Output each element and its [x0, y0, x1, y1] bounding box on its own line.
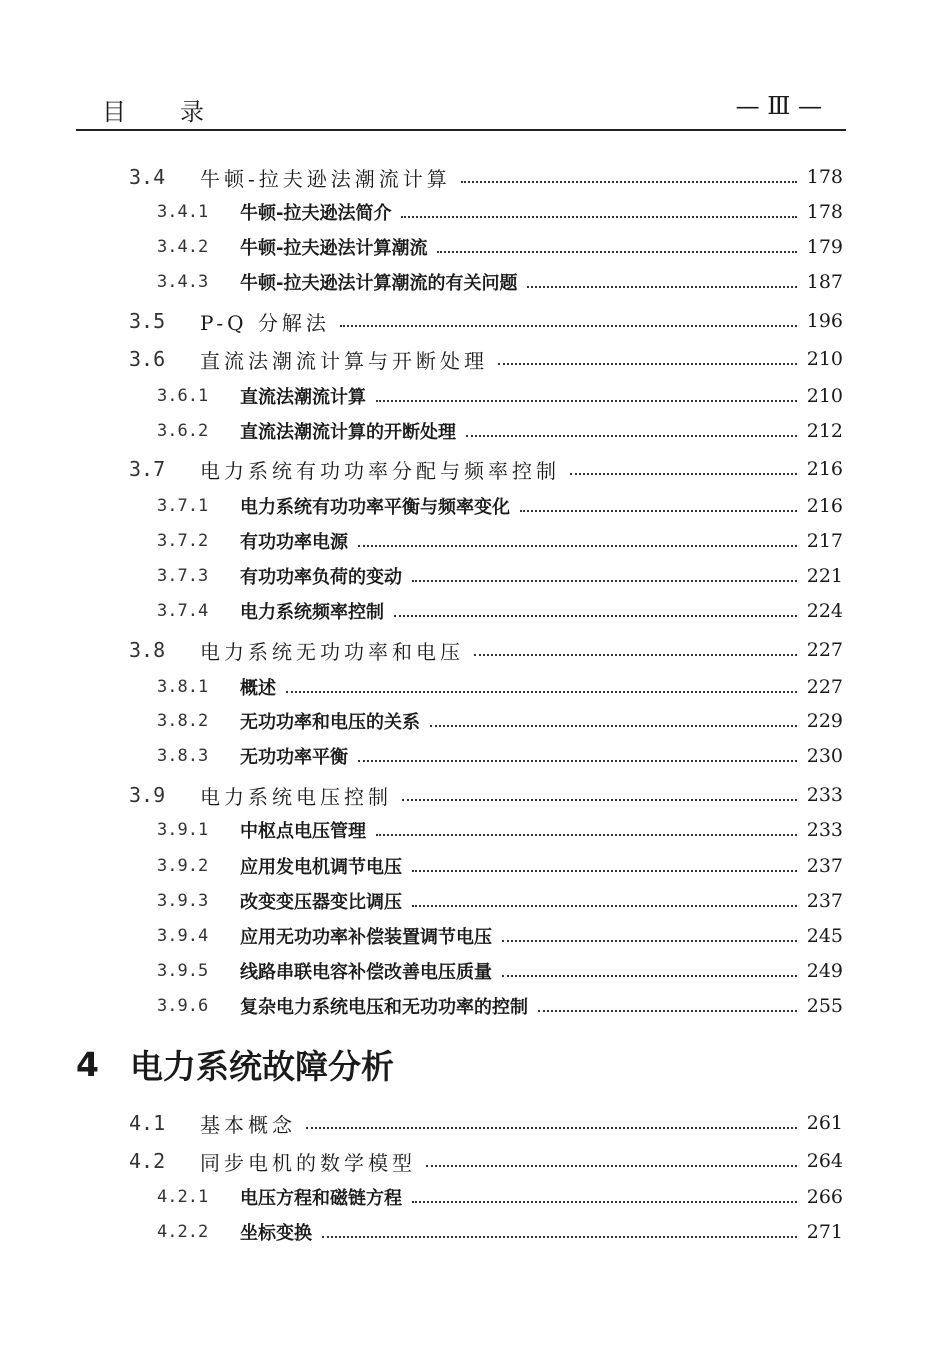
toc-entry-page: 237	[806, 855, 843, 877]
toc-entry-page: 264	[806, 1150, 843, 1172]
chapter-number: 4	[76, 1044, 99, 1084]
toc-entry[interactable]	[0, 849, 843, 883]
toc-dot-leader	[376, 832, 797, 836]
toc-entry-page: 230	[806, 745, 843, 767]
toc-dot-leader	[461, 179, 797, 183]
toc-entry-number: 3.7.1	[157, 496, 209, 516]
toc-entry-title: 牛顿-拉夫逊法潮流计算	[200, 166, 451, 191]
toc-entry-page: 179	[806, 236, 843, 258]
toc-entry-page: 216	[806, 458, 843, 480]
toc-dot-leader	[437, 249, 797, 253]
toc-entry[interactable]	[0, 884, 843, 918]
toc-entry-title: 牛顿-拉夫逊法计算潮流	[240, 238, 428, 259]
toc-entry[interactable]	[0, 813, 843, 847]
toc-entry-title: 线路串联电容补偿改善电压质量	[240, 962, 492, 983]
toc-dot-leader	[394, 613, 797, 617]
toc-entry[interactable]	[0, 1144, 843, 1178]
toc-entry-number: 3.8.2	[157, 711, 209, 731]
toc-entry-page: 271	[806, 1221, 843, 1243]
toc-entry-page: 224	[806, 600, 843, 622]
toc-dot-leader	[466, 433, 797, 437]
toc-entry[interactable]	[0, 778, 843, 812]
toc-dot-leader	[412, 578, 797, 582]
header-title: 目录	[102, 98, 258, 126]
toc-dot-leader	[412, 903, 797, 907]
toc-entry-page: 233	[806, 784, 843, 806]
toc-entry-title: 坐标变换	[240, 1223, 312, 1244]
toc-dot-leader	[402, 797, 797, 801]
toc-entry[interactable]	[0, 414, 843, 448]
toc-entry[interactable]	[0, 954, 843, 988]
toc-entry[interactable]	[0, 230, 843, 264]
toc-dot-leader	[520, 508, 797, 512]
toc-entry[interactable]	[0, 633, 843, 667]
toc-entry-number: 3.5	[129, 309, 166, 333]
toc-entry-page: 210	[806, 385, 843, 407]
toc-entry[interactable]	[0, 195, 843, 229]
toc-entry-number: 3.4.3	[157, 272, 209, 292]
toc-entry[interactable]	[0, 1180, 843, 1214]
toc-dot-leader	[286, 689, 797, 693]
toc-entry-page: 266	[806, 1186, 843, 1208]
toc-entry[interactable]	[0, 989, 843, 1023]
toc-entry[interactable]	[0, 739, 843, 773]
toc-entry-number: 3.4.1	[157, 202, 209, 222]
toc-dot-leader	[358, 543, 797, 547]
toc-dot-leader	[376, 398, 797, 402]
toc-entry-title: 直流法潮流计算的开断处理	[240, 422, 456, 443]
toc-entry-title: 电力系统频率控制	[240, 602, 384, 623]
toc-entry-page: 227	[806, 676, 843, 698]
toc-dot-leader	[412, 1199, 797, 1203]
toc-dot-leader	[538, 1008, 797, 1012]
toc-dot-leader	[340, 323, 797, 327]
toc-entry[interactable]	[0, 489, 843, 523]
toc-entry-page: 227	[806, 639, 843, 661]
toc-entry-number: 4.1	[129, 1111, 166, 1135]
toc-entry-number: 3.4	[129, 165, 166, 189]
toc-entry-number: 3.9.3	[157, 891, 209, 911]
toc-entry-page: 178	[806, 166, 843, 188]
toc-entry-page: 249	[806, 960, 843, 982]
toc-entry-number: 3.6.1	[157, 386, 209, 406]
header-page-number: — Ⅲ —	[735, 92, 822, 120]
toc-entry-title: 中枢点电压管理	[240, 821, 366, 842]
toc-dot-leader	[498, 361, 797, 365]
toc-entry-title: 电压方程和磁链方程	[240, 1188, 402, 1209]
toc-entry-title: 复杂电力系统电压和无功功率的控制	[240, 997, 528, 1018]
toc-entry-page: 229	[806, 710, 843, 732]
toc-entry-title: 直流法潮流计算	[240, 387, 366, 408]
toc-entry[interactable]	[0, 559, 843, 593]
toc-entry-page: 196	[806, 310, 843, 332]
chapter-title: 电力系统故障分析	[130, 1046, 394, 1086]
toc-entry-page: 217	[806, 530, 843, 552]
toc-entry-page: 187	[806, 271, 843, 293]
toc-dot-leader	[430, 723, 797, 727]
toc-entry-page: 233	[806, 819, 843, 841]
chapter-heading	[76, 1036, 394, 1092]
toc-entry-title: 应用无功功率补偿装置调节电压	[240, 927, 492, 948]
toc-entry-title: P-Q 分解法	[200, 310, 330, 335]
toc-entry-number: 4.2	[129, 1149, 166, 1173]
toc-entry-number: 3.8.1	[157, 677, 209, 697]
toc-entry-number: 3.6.2	[157, 421, 209, 441]
toc-entry-title: 牛顿-拉夫逊法计算潮流的有关问题	[240, 273, 518, 294]
toc-entry-page: 221	[806, 565, 843, 587]
toc-entry-number: 3.9	[129, 783, 166, 807]
toc-entry-page: 210	[806, 348, 843, 370]
toc-entry-number: 3.8	[129, 638, 166, 662]
toc-entry-title: 无功功率平衡	[240, 747, 348, 768]
toc-entry-title: 牛顿-拉夫逊法简介	[240, 203, 392, 224]
toc-entry-title: 电力系统有功功率平衡与频率变化	[240, 497, 510, 518]
toc-entry-title: 有功功率负荷的变动	[240, 567, 402, 588]
toc-dot-leader	[527, 284, 797, 288]
toc-entry[interactable]	[0, 379, 843, 413]
toc-entry[interactable]	[0, 919, 843, 953]
toc-dot-leader	[570, 471, 797, 475]
toc-dot-leader	[322, 1234, 797, 1238]
toc-entry[interactable]	[0, 160, 843, 194]
toc-entry-title: 电力系统电压控制	[200, 784, 392, 809]
header-rule	[76, 129, 846, 131]
toc-entry-title: 应用发电机调节电压	[240, 857, 402, 878]
toc-entry-number: 3.9.1	[157, 820, 209, 840]
toc-dot-leader	[502, 973, 797, 977]
toc-entry[interactable]	[0, 704, 843, 738]
toc-dot-leader	[412, 868, 797, 872]
toc-entry-number: 3.7.3	[157, 566, 209, 586]
toc-entry-page: 255	[806, 995, 843, 1017]
toc-entry-number: 3.7.2	[157, 531, 209, 551]
toc-entry-number: 3.8.3	[157, 746, 209, 766]
toc-entry[interactable]	[0, 342, 843, 376]
toc-entry-page: 178	[806, 201, 843, 223]
toc-entry-page: 261	[806, 1112, 843, 1134]
toc-entry-number: 3.4.2	[157, 237, 209, 257]
toc-entry[interactable]	[0, 1106, 843, 1140]
toc-entry-number: 3.9.6	[157, 996, 209, 1016]
toc-entry-number: 3.7.4	[157, 601, 209, 621]
toc-entry-title: 概述	[240, 678, 276, 699]
toc-dot-leader	[358, 758, 797, 762]
toc-entry-title: 无功功率和电压的关系	[240, 712, 420, 733]
toc-entry-title: 同步电机的数学模型	[200, 1150, 416, 1175]
toc-dot-leader	[474, 652, 797, 656]
toc-entry[interactable]	[0, 452, 843, 486]
toc-entry[interactable]	[0, 265, 843, 299]
toc-entry-number: 3.7	[129, 457, 166, 481]
toc-entry-title: 基本概念	[200, 1112, 296, 1137]
toc-dot-leader	[401, 214, 797, 218]
toc-entry-page: 237	[806, 890, 843, 912]
toc-entry-title: 电力系统有功功率分配与频率控制	[200, 458, 560, 483]
toc-entry-page: 216	[806, 495, 843, 517]
toc-entry-title: 电力系统无功功率和电压	[200, 639, 464, 664]
toc-entry[interactable]	[0, 524, 843, 558]
toc-entry-number: 3.9.4	[157, 926, 209, 946]
toc-entry-number: 4.2.1	[157, 1187, 209, 1207]
toc-entry-title: 有功功率电源	[240, 532, 348, 553]
toc-entry[interactable]	[0, 594, 843, 628]
toc-entry[interactable]	[0, 304, 843, 338]
toc-entry-page: 212	[806, 420, 843, 442]
toc-entry-title: 直流法潮流计算与开断处理	[200, 348, 488, 373]
toc-dot-leader	[502, 938, 797, 942]
toc-entry-number: 4.2.2	[157, 1222, 209, 1242]
page-header	[76, 88, 846, 132]
toc-dot-leader	[426, 1163, 797, 1167]
toc-entry[interactable]	[0, 1215, 843, 1249]
toc-entry-page: 245	[806, 925, 843, 947]
toc-entry-number: 3.9.2	[157, 856, 209, 876]
toc-entry-number: 3.9.5	[157, 961, 209, 981]
toc-entry-number: 3.6	[129, 347, 166, 371]
toc-dot-leader	[306, 1125, 797, 1129]
toc-entry[interactable]	[0, 670, 843, 704]
toc-entry-title: 改变变压器变比调压	[240, 892, 402, 913]
